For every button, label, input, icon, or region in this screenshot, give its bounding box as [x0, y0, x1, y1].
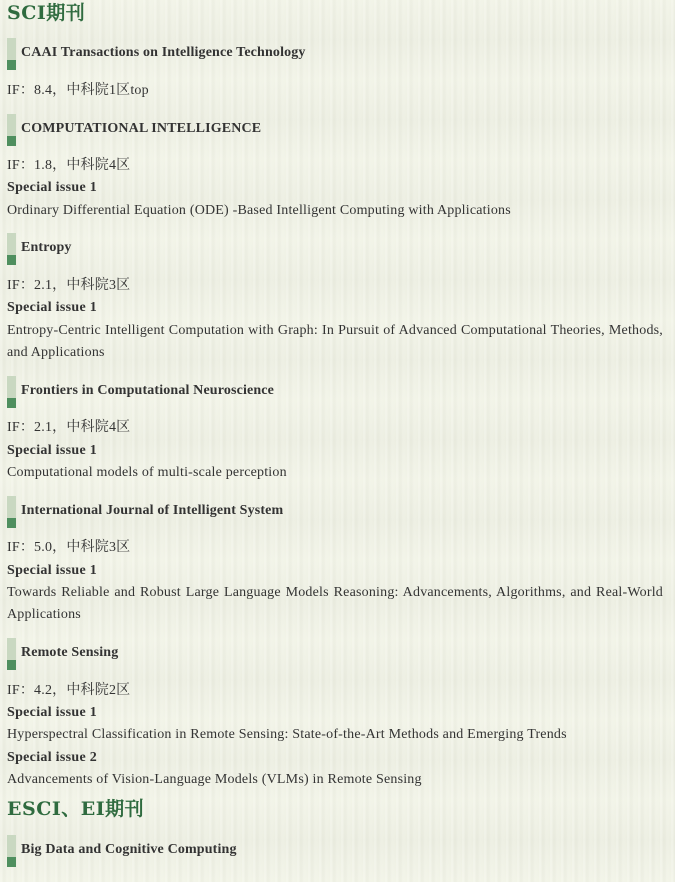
journal-title-computational-intelligence: [7, 114, 407, 146]
journal-name: CAAI Transactions on Intelligence Technology: [21, 45, 306, 60]
green-bar-marker-icon: [7, 835, 16, 867]
green-bar-marker-icon: [7, 114, 16, 146]
section-heading-sci: SCI期刊: [7, 2, 86, 24]
journal-name: International Journal of Intelligent System: [21, 503, 284, 518]
special-issue-label: Special issue 1: [7, 443, 98, 458]
impact-factor: IF：2.1，中科院3区: [7, 278, 131, 293]
green-bar-marker-icon: [7, 38, 16, 70]
special-issue-title: Hyperspectral Classification in Remote Sensing: State-of-the-Art Methods and Emerging Trends: [7, 727, 567, 742]
journal-title-caai: [7, 38, 407, 70]
journal-name: Big Data and Cognitive Computing: [21, 842, 237, 857]
journal-name: Remote Sensing: [21, 645, 119, 660]
special-issue-label: Special issue 1: [7, 300, 98, 315]
special-issue-label: Special issue 1: [7, 180, 98, 195]
journal-title-entropy: [7, 233, 407, 265]
special-issue-title: Ordinary Differential Equation (ODE) -Based Intelligent Computing with Applications: [7, 203, 511, 218]
impact-factor: IF：5.0，中科院3区: [7, 540, 131, 555]
special-issue-label: Special issue 1: [7, 705, 98, 720]
green-bar-marker-icon: [7, 496, 16, 528]
journal-title-remote-sensing: [7, 638, 407, 670]
section-heading-esci-ei: ESCI、EI期刊: [7, 798, 145, 820]
impact-factor: IF：8.4，中科院1区top: [7, 83, 149, 98]
journal-name: Entropy: [21, 240, 72, 255]
special-issue-title: Towards Reliable and Robust Large Language Models Reasoning: Advancements, Algorithms, and Real-World Applications: [7, 585, 663, 622]
impact-factor: IF：1.8，中科院4区: [7, 158, 131, 173]
special-issue-title: Computational models of multi-scale perception: [7, 465, 287, 480]
impact-factor: IF：4.2，中科院2区: [7, 683, 131, 698]
green-bar-marker-icon: [7, 233, 16, 265]
journal-name: COMPUTATIONAL INTELLIGENCE: [21, 121, 262, 136]
special-issue-label: Special issue 2: [7, 750, 98, 765]
impact-factor: IF：2.1，中科院4区: [7, 420, 131, 435]
special-issue-label: Special issue 1: [7, 563, 98, 578]
journal-title-bdcc: [7, 835, 407, 867]
special-issue-title: Advancements of Vision-Language Models (VLMs) in Remote Sensing: [7, 772, 422, 787]
journal-name: Frontiers in Computational Neuroscience: [21, 383, 275, 398]
special-issue-title: Entropy-Centric Intelligent Computation with Graph: In Pursuit of Advanced Computational Theories, Methods, and Applications: [7, 323, 663, 360]
green-bar-marker-icon: [7, 376, 16, 408]
journal-title-ijis: [7, 496, 407, 528]
green-bar-marker-icon: [7, 638, 16, 670]
journal-title-frontiers: [7, 376, 407, 408]
